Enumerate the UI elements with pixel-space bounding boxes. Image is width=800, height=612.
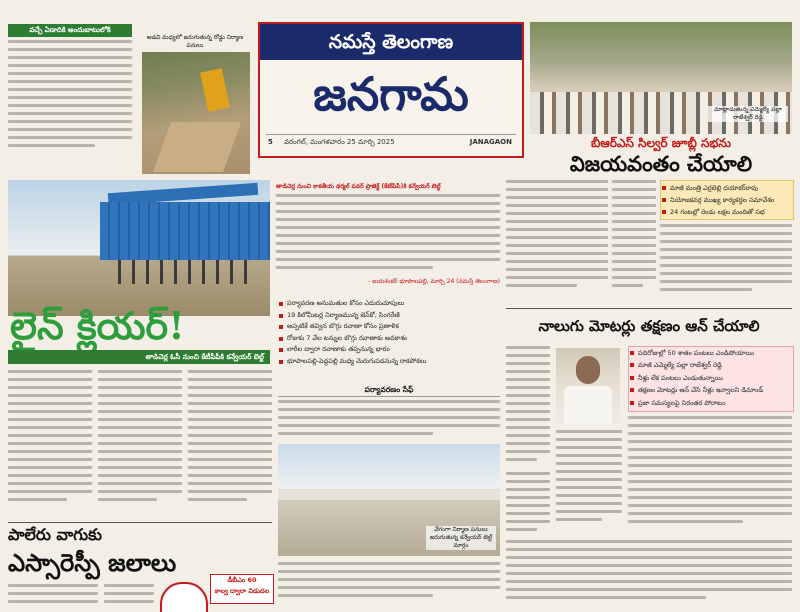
motors-headline: నాలుగు మోటర్లు తక్షణం ఆన్ చేయాలి — [538, 317, 760, 335]
palair-sub-line-1: డీబీఎం 60 — [227, 576, 257, 584]
bottom-center-text — [278, 562, 500, 610]
lead-bullet: భూపాలపల్లి-పెద్దపల్లి మధ్య మెరుగుపడనున్న రాకపోకలు — [278, 356, 500, 368]
meeting-photo-caption: మాట్లాడుతున్న ఎమ్మెల్యే పల్లా రాజేశ్వర్ రెడ్డి — [708, 106, 788, 122]
jubilee-highlights-box — [660, 180, 794, 220]
jubilee-kicker: బీఆర్‌ఎస్ సిల్వర్ జూబ్లీ సభను — [591, 136, 731, 150]
leader-portrait — [556, 348, 620, 424]
masthead-box — [258, 22, 524, 158]
motors-col-3 — [628, 416, 792, 536]
edition-english: JANAGAON — [469, 138, 512, 146]
conveyor-photo — [8, 180, 270, 316]
lead-dateline: - జయశంకర్ భూపాలపల్లి, మార్చి 24 (నమస్తే తెలంగాణ) — [368, 278, 500, 285]
palair-col-1 — [8, 584, 98, 610]
motors-bullet: నీళ్లు లేక పంటలు ఎండుతున్నాయి — [629, 372, 793, 384]
masthead-title-bar — [260, 24, 522, 60]
palair-headline-2: ఎస్సారెస్పీ జలాలు — [8, 548, 177, 577]
palair-col-2 — [104, 584, 154, 610]
jubilee-highlight: మాజీ మంత్రి ఎర్రబెల్లి దయాకర్‌రావు — [661, 182, 793, 194]
motors-bullet: ప్రజా సమస్యలపై నిరంతర పోరాటం — [629, 397, 793, 409]
conveyor-pillars — [118, 260, 258, 284]
lead-col-2 — [98, 370, 182, 520]
kicker-bar — [8, 24, 132, 37]
jubilee-highlight: 24 గంటల్లో రెండు లక్షల మందితో సభ — [661, 206, 793, 218]
environment-subsection: పర్యావరణం సేఫ్ — [278, 384, 500, 397]
motors-bullet: మాజీ ఎమ్మెల్యే పల్లా రాజేశ్వర్ రెడ్డి — [629, 359, 793, 371]
lead-subhead: తాడిచెర్ల ఓసీ నుంచి కేటీపీపీకి కన్వేయర్ బెల్ట్ — [145, 353, 264, 361]
jubilee-highlights — [661, 181, 793, 218]
jubilee-headline: విజయవంతం చేయాలి — [569, 151, 753, 176]
stamp-badge — [160, 582, 208, 612]
edition-name: జనగామ — [313, 67, 469, 121]
lead-bullets — [278, 298, 500, 367]
road-construction-photo — [142, 52, 250, 174]
portrait-head-shape — [576, 356, 600, 384]
lead-bullets-box — [278, 298, 500, 376]
motors-bullets-box — [628, 346, 794, 412]
conveyor-route-photo — [278, 444, 500, 556]
meeting-photo — [530, 22, 792, 134]
lead-subhead-bar — [8, 350, 270, 364]
conveyor-shed — [100, 202, 270, 260]
road-shape — [153, 122, 241, 172]
lead-intro-highlight: తాడిచెర్ల నుంచి కాకతీయ థర్మల్ పవర్ ప్రాజెక్ట్ (కేటీపీపీ)కి కన్వేయర్ బెల్ట్ — [276, 183, 441, 190]
lead-intro-body — [276, 194, 500, 278]
lead-bullet: పర్యావరణ అనుమతుల కోసం ఎదురుచూపులు — [278, 298, 500, 310]
dateline-row — [266, 134, 516, 149]
jubilee-col-1 — [506, 180, 608, 298]
excavator-shape — [200, 68, 230, 112]
palair-headline-1: పాలేరు వాగుకు — [8, 525, 102, 544]
palair-sub-line-2: కాల్వ ద్వారా విడుదల — [214, 587, 270, 595]
left-kicker: వచ్చే ఏడాదికి అందుబాటులోకి — [29, 26, 111, 34]
motors-col-4 — [506, 472, 550, 538]
motors-bullets — [629, 347, 793, 409]
lead-intro — [276, 183, 500, 295]
paper-title: నమస్తే తెలంగాణ — [328, 31, 454, 53]
page-number: 5 — [268, 138, 273, 146]
belt-line — [278, 490, 500, 500]
palair-subbox — [210, 574, 274, 604]
environment-text — [278, 400, 500, 440]
motors-bullet: తక్షణం మోటర్లు ఆన్ చేసి నీళ్లు ఇవ్వాలని డిమాండ్ — [629, 384, 793, 396]
lead-bullet: రోజుకు 7 వేల టన్నుల బొగ్గు రవాణాకు అవకాశం — [278, 333, 500, 345]
edition-dateline: వరంగల్, మంగళవారం 25 మార్చి 2025 — [284, 138, 395, 146]
route-photo-caption: వేగంగా నిర్మాణ పనులు జరుగుతున్న కన్వేయర్ బెల్ట్ మార్గం — [426, 526, 496, 550]
jubilee-highlight: నియోజకవర్గ ముఖ్య కార్యకర్తల సమావేశం — [661, 194, 793, 206]
lead-col-3 — [188, 370, 272, 520]
lead-bullet: 19 కిలోమీటర్ల నిర్మాణమున్న జెన్‌కో, సింగరేణి — [278, 310, 500, 322]
motors-col-2 — [556, 430, 622, 536]
motors-bullet: పదిరోజుల్లో 50 శాతం పంటలు ఎండిపోయాయి — [629, 347, 793, 359]
jubilee-col-3 — [660, 224, 792, 298]
palair-rule — [8, 522, 272, 523]
portrait-body-shape — [564, 386, 612, 424]
lead-bullet: అప్పటికే తవ్విన బొగ్గు రవాణా కోసం ప్రణాళిక — [278, 321, 500, 333]
motors-rule — [506, 308, 792, 309]
lead-bullet: లారీల ద్వారా రవాణాకు తప్పనున్న భారం — [278, 344, 500, 356]
jubilee-col-2 — [612, 180, 656, 298]
left-top-article — [8, 40, 132, 158]
motors-col-1 — [506, 346, 550, 466]
lead-headline: లైన్ క్లియర్! — [10, 303, 185, 348]
road-photo-caption: అడవి మధ్యలో జరుగుతున్న రోడ్డు నిర్మాణ పనులు — [146, 34, 244, 49]
lead-col-1 — [8, 370, 92, 520]
bottom-right-text — [506, 540, 792, 610]
